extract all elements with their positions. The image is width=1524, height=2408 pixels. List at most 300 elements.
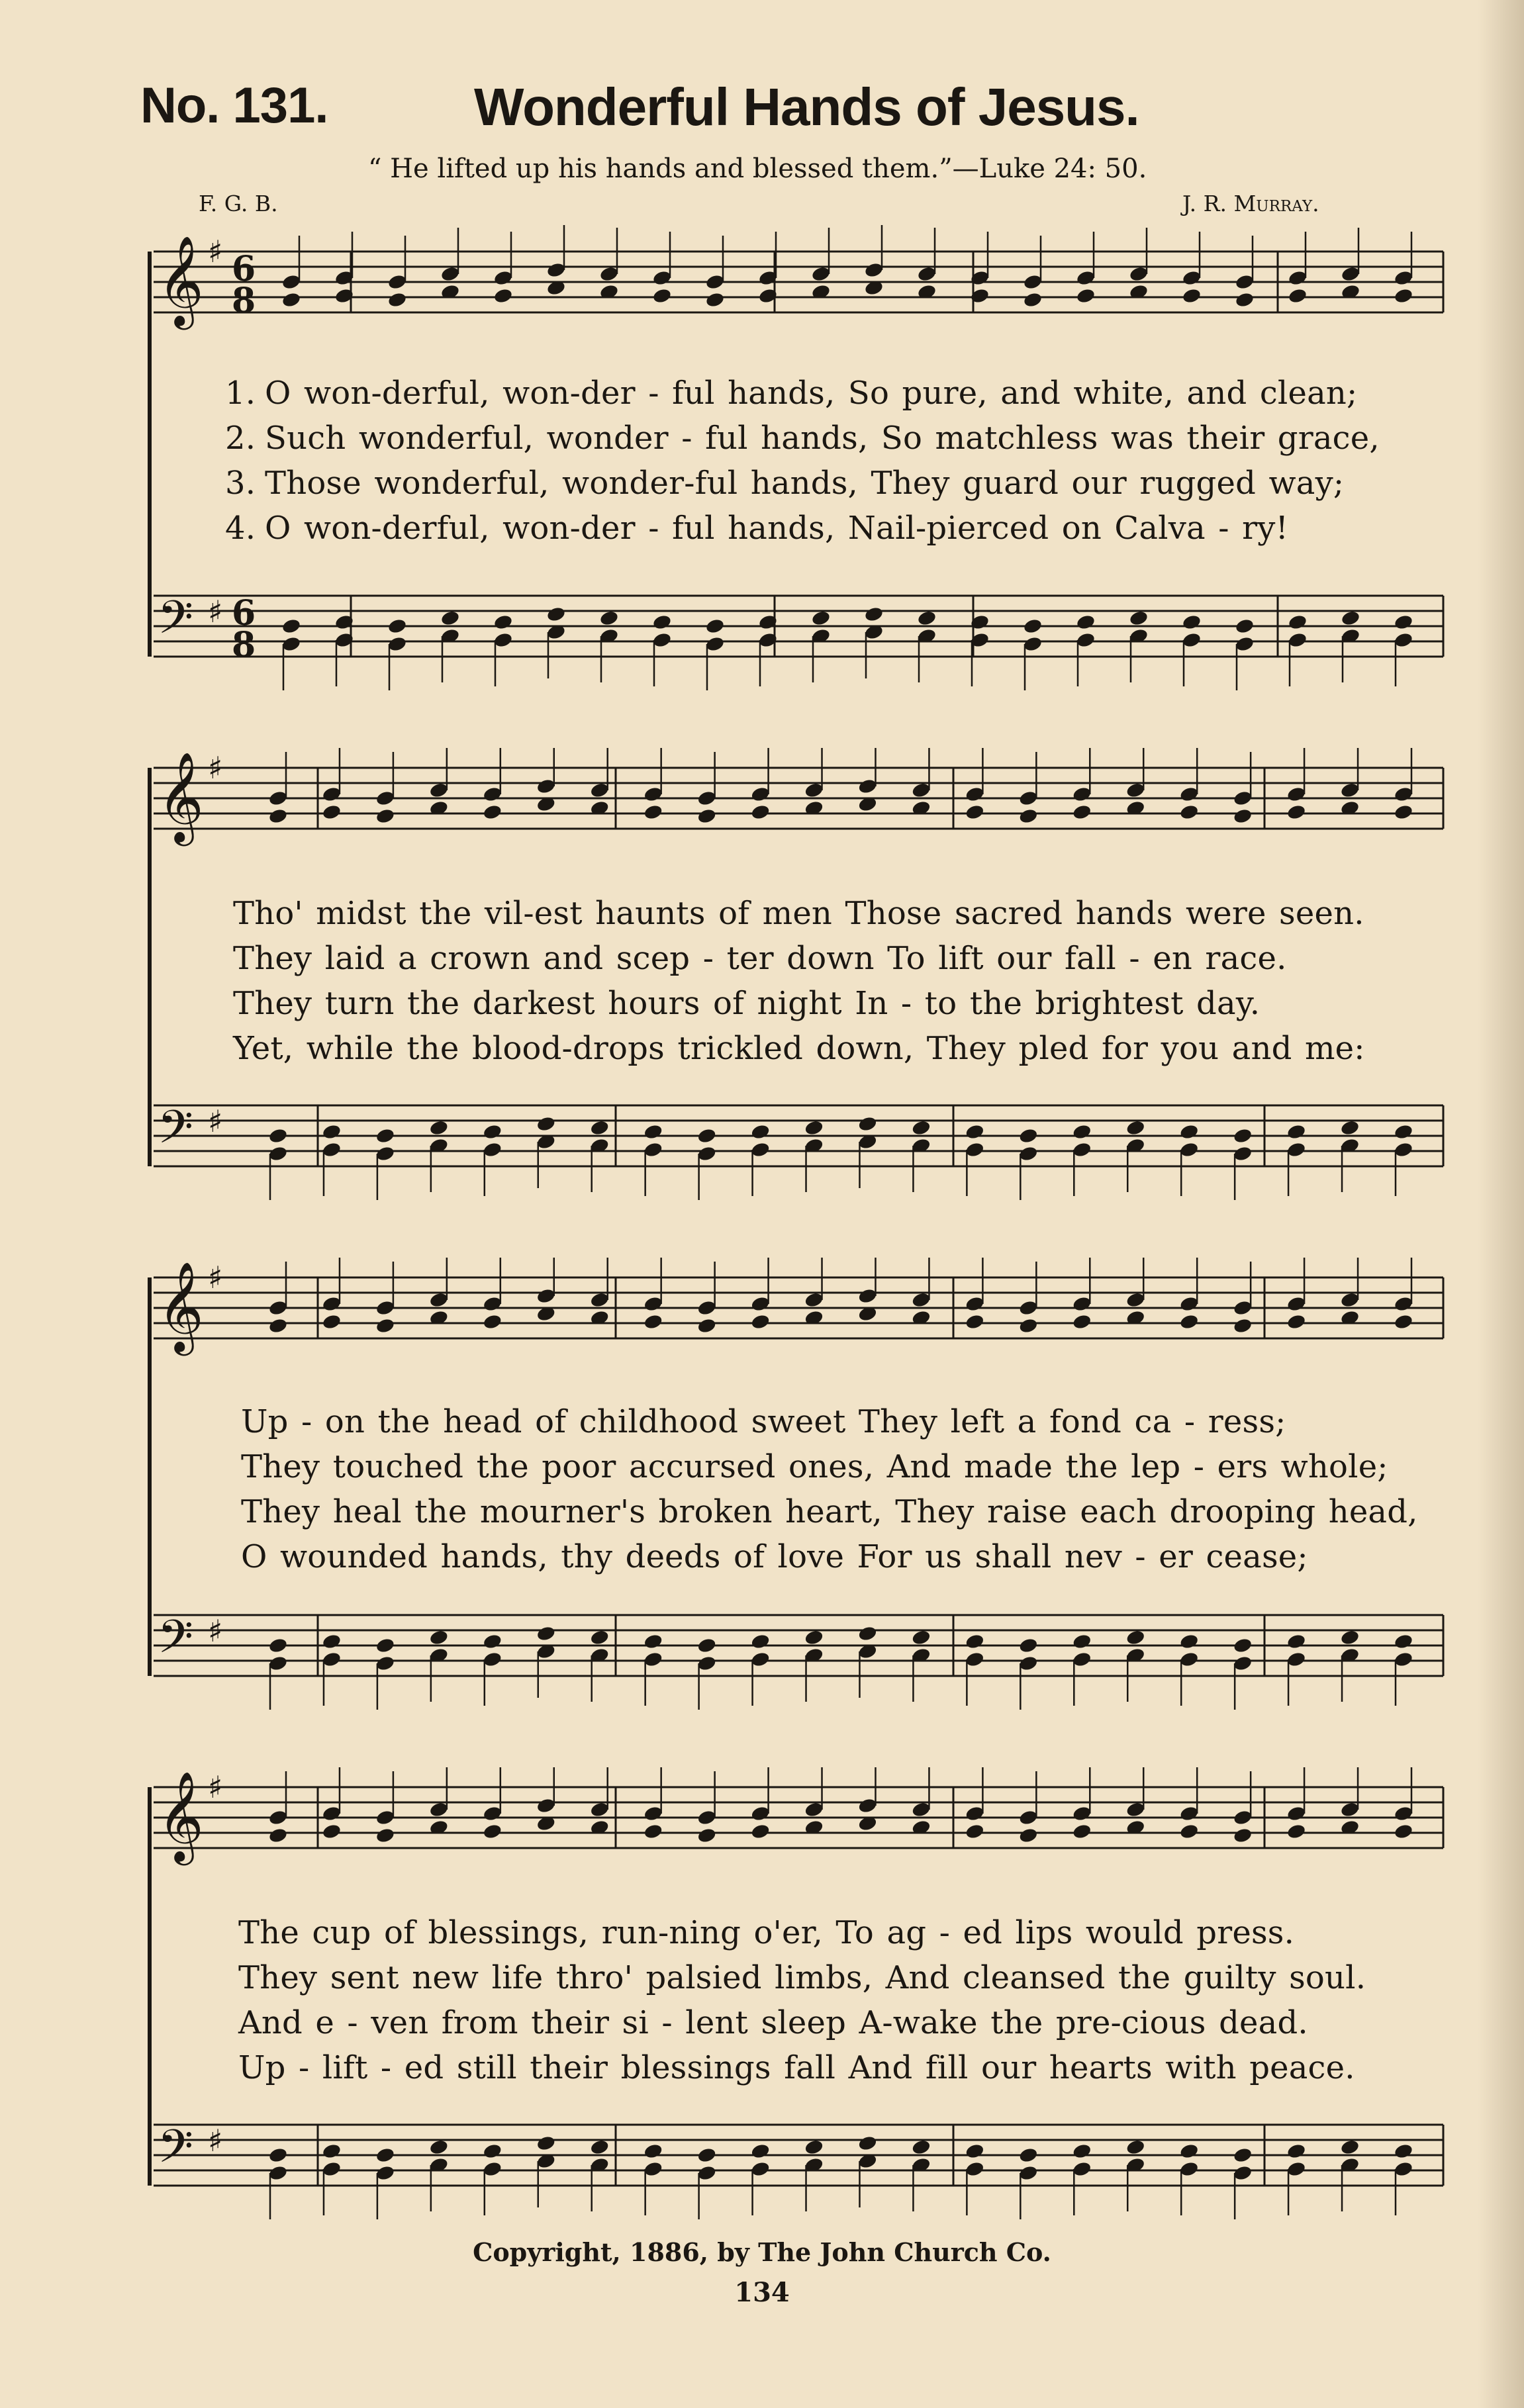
note-head (911, 1119, 931, 1136)
note-head (643, 1823, 663, 1840)
note-head (1233, 1317, 1253, 1334)
note-head (268, 808, 289, 825)
note-head (375, 1127, 396, 1144)
note-head (965, 1123, 985, 1140)
note-head (1018, 1809, 1039, 1826)
note-head (1023, 635, 1043, 653)
note-head (965, 1805, 985, 1822)
note-head (1072, 1823, 1092, 1840)
scripture-epigraph: “ He lifted up his hands and blessed them.”—Luke 24: 50. (368, 154, 1147, 184)
note-head (705, 635, 726, 653)
note-head (375, 1299, 396, 1317)
note-head (1286, 1123, 1307, 1140)
note-head (965, 786, 985, 803)
note-head (1018, 1655, 1039, 1672)
note-head (804, 2139, 824, 2156)
note-head (536, 778, 556, 795)
note-head (917, 265, 937, 283)
time-signature-denominator: 8 (232, 625, 256, 665)
note-head (375, 808, 396, 825)
note-head (1286, 1141, 1307, 1158)
note-head (804, 782, 824, 799)
lyric-text: Those wonderful, wonder-ful hands, They guard our rugged way; (265, 465, 1345, 502)
note-head (1288, 614, 1308, 631)
note-head (1286, 1823, 1307, 1840)
note-head (857, 1797, 878, 1814)
note-head (1072, 1141, 1092, 1158)
note-head (1286, 786, 1307, 803)
note-head (1072, 1633, 1092, 1650)
note-head (750, 2160, 771, 2178)
copyright-notice: Copyright, 1886, by The John Church Co. (473, 2237, 1051, 2267)
note-head (268, 2147, 289, 2164)
note-head (1341, 265, 1361, 283)
note-head (1394, 1295, 1414, 1313)
note-head (589, 782, 610, 799)
note-head (322, 1823, 342, 1840)
note-head (1394, 2143, 1414, 2160)
note-head (483, 804, 503, 821)
bass-clef-icon: 𝄢 (158, 1610, 194, 1675)
note-head (811, 265, 832, 283)
note-head (1023, 291, 1043, 308)
note-head (1341, 610, 1361, 627)
lyric-text: O won-derful, won-der - ful hands, So pure, and white, and clean; (265, 375, 1358, 412)
note-head (483, 1823, 503, 1840)
note-head (1340, 782, 1360, 799)
note-head (1182, 631, 1202, 649)
note-head (375, 2147, 396, 2164)
lyric-text: They laid a crown and scep - ter down To lift our fall - en race. (233, 940, 1287, 977)
note-head (857, 2135, 878, 2152)
note-head (536, 2135, 556, 2152)
note-head (322, 1313, 342, 1330)
note-head (643, 804, 663, 821)
note-head (965, 1295, 985, 1313)
note-head (1072, 2160, 1092, 2178)
note-head (652, 287, 673, 304)
note-head (268, 1127, 289, 1144)
time-signature-numerator: 6 (232, 593, 256, 633)
note-head (696, 1145, 717, 1162)
sharp-icon: ♯ (208, 234, 223, 269)
note-head (322, 1141, 342, 1158)
note-head (911, 2139, 931, 2156)
music-system-4 (0, 1767, 1524, 2231)
note-head (1235, 291, 1255, 308)
note-head (911, 1291, 931, 1309)
note-head (652, 614, 673, 631)
note-head (652, 269, 673, 287)
note-head (322, 1123, 342, 1140)
note-head (643, 2143, 663, 2160)
lyric-line (225, 461, 1456, 506)
lyric-text: They touched the poor accursed ones, And made the lep - ers whole; (241, 1448, 1388, 1485)
note-head (375, 1637, 396, 1654)
note-head (1076, 631, 1096, 649)
lyrics-block-3 (241, 1399, 1472, 1579)
note-head (483, 1313, 503, 1330)
lyric-line (233, 891, 1464, 936)
note-head (696, 808, 717, 825)
treble-clef-icon: 𝄞 (158, 234, 204, 326)
lyric-text: Such wonderful, wonder - ful hands, So matchless was their grace, (265, 420, 1380, 457)
lyric-text: They heal the mourner's broken heart, They raise each drooping head, (241, 1493, 1418, 1530)
note-head (1394, 631, 1414, 649)
note-head (750, 1295, 771, 1313)
note-head (1235, 635, 1255, 653)
note-head (811, 610, 832, 627)
note-head (493, 614, 514, 631)
note-head (643, 786, 663, 803)
note-head (1394, 1633, 1414, 1650)
treble-clef-icon: 𝄞 (158, 751, 204, 842)
verse-number: 1. (225, 375, 256, 412)
note-head (1233, 1655, 1253, 1672)
note-head (1394, 1823, 1414, 1840)
note-head (643, 1651, 663, 1668)
note-head (857, 778, 878, 795)
note-head (1125, 1629, 1146, 1646)
note-head (493, 631, 514, 649)
note-head (429, 1119, 450, 1136)
note-head (1233, 2164, 1253, 2182)
note-head (1179, 1123, 1200, 1140)
note-head (750, 1313, 771, 1330)
sharp-icon: ♯ (208, 750, 223, 786)
note-head (965, 2160, 985, 2178)
note-head (589, 1291, 610, 1309)
note-head (1182, 287, 1202, 304)
note-head (1233, 2147, 1253, 2164)
note-head (857, 1115, 878, 1133)
note-head (1394, 287, 1414, 304)
note-head (1018, 790, 1039, 807)
note-head (1072, 786, 1092, 803)
note-head (1179, 1805, 1200, 1822)
note-head (1018, 808, 1039, 825)
note-head (965, 1141, 985, 1158)
note-head (322, 2160, 342, 2178)
note-head (281, 291, 302, 308)
note-head (750, 786, 771, 803)
note-head (1340, 1629, 1360, 1646)
note-head (1179, 1313, 1200, 1330)
note-head (1125, 1801, 1146, 1818)
note-head (1182, 269, 1202, 287)
note-head (1394, 1313, 1414, 1330)
lyrics-block-4 (238, 1910, 1470, 2090)
note-head (911, 782, 931, 799)
sharp-icon: ♯ (208, 1769, 223, 1805)
note-head (1286, 1633, 1307, 1650)
note-head (493, 287, 514, 304)
sharp-icon: ♯ (208, 594, 223, 629)
note-head (322, 1633, 342, 1650)
note-head (1233, 1127, 1253, 1144)
note-head (1179, 1633, 1200, 1650)
lyric-line (225, 506, 1456, 551)
note-head (1286, 1651, 1307, 1668)
note-head (375, 1145, 396, 1162)
note-head (804, 1119, 824, 1136)
note-head (281, 618, 302, 635)
lyric-line (241, 1489, 1472, 1534)
note-head (1235, 618, 1255, 635)
note-head (1179, 786, 1200, 803)
note-head (1235, 273, 1255, 291)
note-head (1182, 614, 1202, 631)
note-head (281, 273, 302, 291)
note-head (483, 2143, 503, 2160)
note-head (589, 1629, 610, 1646)
note-head (1340, 1291, 1360, 1309)
note-head (1233, 1809, 1253, 1826)
note-head (483, 1141, 503, 1158)
note-head (1179, 2143, 1200, 2160)
note-head (483, 1123, 503, 1140)
note-head (965, 1823, 985, 1840)
composer-credit: J. R. Murray. (1182, 191, 1319, 216)
note-head (1233, 1827, 1253, 1844)
lyric-text: They sent new life thro' palsied limbs, And cleansed the guilty soul. (238, 1959, 1366, 1996)
lyric-line (241, 1444, 1472, 1489)
note-head (1394, 614, 1414, 631)
note-head (536, 1115, 556, 1133)
note-head (1394, 786, 1414, 803)
note-head (268, 1317, 289, 1334)
note-head (1394, 1141, 1414, 1158)
note-head (1018, 2164, 1039, 2182)
note-head (652, 631, 673, 649)
lyric-line (238, 2000, 1470, 2045)
note-head (268, 1655, 289, 1672)
note-head (705, 273, 726, 291)
note-head (1072, 804, 1092, 821)
note-head (804, 1291, 824, 1309)
hymn-title: Wonderful Hands of Jesus. (474, 77, 1139, 136)
note-head (1394, 1651, 1414, 1668)
verse-number: 2. (225, 420, 256, 457)
note-head (1179, 1651, 1200, 1668)
lyrics-block-2 (233, 891, 1464, 1071)
lyrics-block-1 (225, 371, 1456, 551)
note-head (1286, 1295, 1307, 1313)
lyric-text: O wounded hands, thy deeds of love For us shall nev - er cease; (241, 1538, 1308, 1575)
note-head (483, 1295, 503, 1313)
note-head (1125, 2139, 1146, 2156)
note-head (322, 1651, 342, 1668)
note-head (696, 1827, 717, 1844)
note-head (1233, 1637, 1253, 1654)
note-head (696, 1299, 717, 1317)
note-head (387, 635, 408, 653)
note-head (1023, 273, 1043, 291)
verse-number: 3. (225, 465, 256, 502)
note-head (857, 1287, 878, 1305)
note-head (429, 782, 450, 799)
note-head (804, 1801, 824, 1818)
note-head (493, 269, 514, 287)
time-signature-numerator: 6 (232, 249, 256, 289)
note-head (1072, 1123, 1092, 1140)
note-head (268, 1827, 289, 1844)
note-head (599, 265, 620, 283)
note-head (281, 635, 302, 653)
sharp-icon: ♯ (208, 1613, 223, 1649)
music-system-1 (0, 225, 1524, 702)
lyric-line (238, 1955, 1470, 2000)
note-head (1394, 804, 1414, 821)
note-head (1018, 1317, 1039, 1334)
lyric-line (233, 981, 1464, 1026)
note-head (750, 804, 771, 821)
note-head (1125, 782, 1146, 799)
note-head (750, 1141, 771, 1158)
note-head (1286, 1313, 1307, 1330)
note-head (1072, 2143, 1092, 2160)
note-head (1288, 269, 1308, 287)
note-head (322, 1295, 342, 1313)
note-head (483, 1633, 503, 1650)
note-head (1286, 1805, 1307, 1822)
note-head (589, 2139, 610, 2156)
note-head (696, 1317, 717, 1334)
bass-clef-icon: 𝄢 (158, 590, 194, 655)
bass-clef-icon: 𝄢 (158, 1100, 194, 1165)
note-head (1179, 2160, 1200, 2178)
note-head (536, 1797, 556, 1814)
note-head (1018, 1827, 1039, 1844)
lyric-line (233, 936, 1464, 981)
music-system-2 (0, 748, 1524, 1211)
note-head (643, 1805, 663, 1822)
sharp-icon: ♯ (208, 1260, 223, 1295)
note-head (965, 804, 985, 821)
note-head (1286, 2160, 1307, 2178)
hymn-number: No. 131. (140, 77, 328, 134)
lyric-line (238, 1910, 1470, 1955)
note-head (1288, 631, 1308, 649)
note-head (1072, 1651, 1092, 1668)
note-head (322, 804, 342, 821)
note-head (375, 790, 396, 807)
note-head (268, 790, 289, 807)
note-head (643, 2160, 663, 2178)
note-head (440, 265, 461, 283)
lyric-line (241, 1534, 1472, 1579)
lyric-text: The cup of blessings, run-ning o'er, To ag - ed lips would press. (238, 1914, 1295, 1951)
note-head (268, 1145, 289, 1162)
lyric-text: And e - ven from their si - lent sleep A-wake the pre-cious dead. (238, 2004, 1308, 2041)
note-head (643, 1123, 663, 1140)
note-head (1018, 1127, 1039, 1144)
note-head (429, 2139, 450, 2156)
lyric-text: O won-derful, won-der - ful hands, Nail-pierced on Calva - ry! (265, 510, 1289, 547)
note-head (440, 610, 461, 627)
page-number: 134 (734, 2277, 790, 2308)
sharp-icon: ♯ (208, 2123, 223, 2158)
note-head (1179, 1295, 1200, 1313)
note-head (1179, 804, 1200, 821)
lyric-line (233, 1026, 1464, 1071)
note-head (483, 1805, 503, 1822)
note-head (483, 786, 503, 803)
note-head (429, 1629, 450, 1646)
note-head (1018, 2147, 1039, 2164)
note-head (696, 1127, 717, 1144)
note-head (804, 1629, 824, 1646)
note-head (1340, 2139, 1360, 2156)
note-head (1233, 1299, 1253, 1317)
note-head (1394, 1805, 1414, 1822)
note-head (589, 1119, 610, 1136)
note-head (750, 1805, 771, 1822)
note-head (643, 1295, 663, 1313)
note-head (1233, 1145, 1253, 1162)
note-head (1018, 1145, 1039, 1162)
note-head (1125, 1119, 1146, 1136)
note-head (696, 2147, 717, 2164)
note-head (1286, 2143, 1307, 2160)
treble-clef-icon: 𝄞 (158, 1260, 204, 1352)
note-head (1179, 1823, 1200, 1840)
note-head (696, 1809, 717, 1826)
note-head (1394, 1123, 1414, 1140)
note-head (696, 790, 717, 807)
note-head (965, 1313, 985, 1330)
note-head (429, 1801, 450, 1818)
note-head (965, 1651, 985, 1668)
note-head (696, 1655, 717, 1672)
note-head (705, 618, 726, 635)
sharp-icon: ♯ (208, 1103, 223, 1139)
note-head (375, 1809, 396, 1826)
note-head (429, 1291, 450, 1309)
note-head (375, 1317, 396, 1334)
note-head (387, 291, 408, 308)
note-head (387, 273, 408, 291)
lyric-text: Yet, while the blood-drops trickled down, They pled for you and me: (233, 1030, 1365, 1067)
note-head (1072, 1295, 1092, 1313)
note-head (750, 2143, 771, 2160)
note-head (268, 1637, 289, 1654)
note-head (268, 1809, 289, 1826)
note-head (965, 2143, 985, 2160)
lyric-text: Up - lift - ed still their blessings fall And fill our hearts with peace. (238, 2049, 1355, 2086)
lyric-text: Tho' midst the vil-est haunts of men Those sacred hands were seen. (233, 895, 1364, 932)
note-head (857, 1625, 878, 1642)
note-head (1233, 790, 1253, 807)
note-head (1076, 269, 1096, 287)
note-head (911, 1801, 931, 1818)
note-head (599, 610, 620, 627)
lyricist-credit: F. G. B. (199, 191, 278, 216)
note-head (268, 1299, 289, 1317)
note-head (643, 1313, 663, 1330)
note-head (589, 1801, 610, 1818)
note-head (864, 606, 884, 623)
note-head (322, 2143, 342, 2160)
lyric-line (225, 416, 1456, 461)
note-head (750, 1633, 771, 1650)
note-head (322, 786, 342, 803)
note-head (1072, 1805, 1092, 1822)
note-head (750, 1823, 771, 1840)
note-head (1179, 1141, 1200, 1158)
note-head (1129, 265, 1149, 283)
note-head (1233, 808, 1253, 825)
